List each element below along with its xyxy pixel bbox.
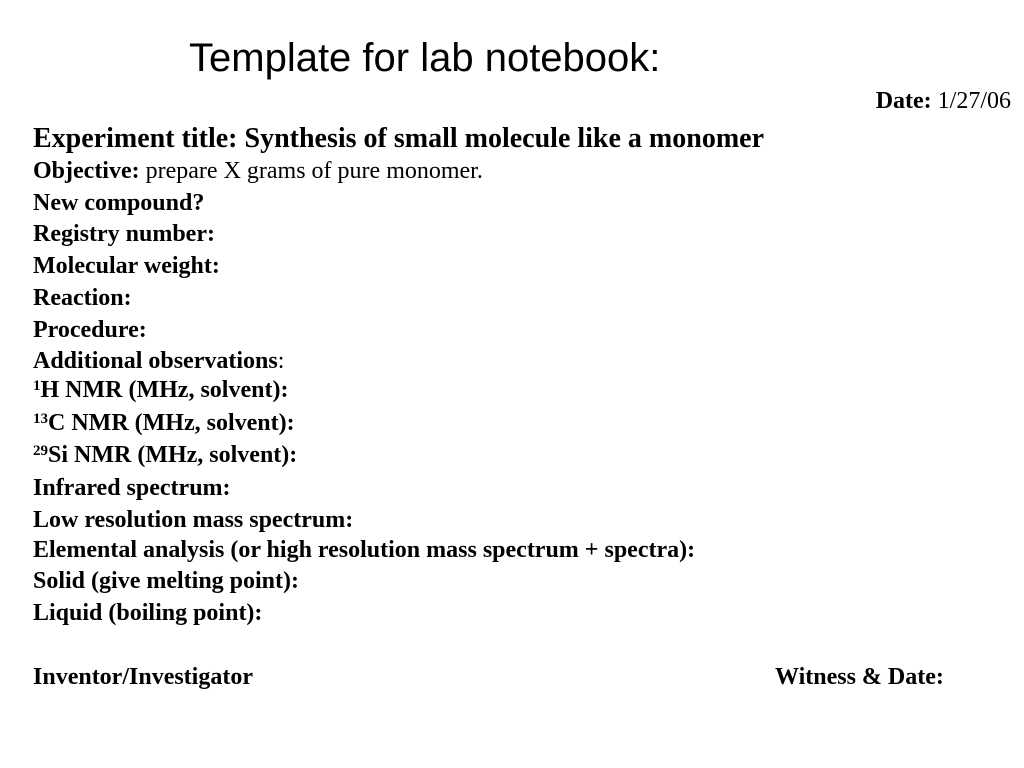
experiment-title: Experiment title: Synthesis of small molecule like a monomer — [33, 123, 765, 154]
molecular-weight-label: Molecular weight: — [33, 253, 220, 279]
objective-line — [33, 157, 483, 185]
solid-label: Solid (give melting point): — [33, 568, 300, 594]
witness-signature-label: Witness & Date: — [775, 664, 944, 690]
elemental-analysis-label: Elemental analysis (or high resolution mass spectrum + spectra): — [33, 537, 696, 563]
date-value: 1/27/06 — [937, 88, 1011, 114]
additional-observations-label: Additional observations — [33, 348, 278, 374]
c-nmr-label: C NMR (MHz, solvent): — [48, 410, 295, 436]
additional-observations-colon: : — [277, 348, 285, 374]
c-nmr-line — [33, 409, 295, 437]
objective-label: Objective: — [33, 158, 140, 184]
liquid-label: Liquid (boiling point): — [33, 600, 263, 626]
reaction-label: Reaction: — [33, 285, 132, 311]
infrared-spectrum-label: Infrared spectrum: — [33, 475, 231, 501]
procedure-label: Procedure: — [33, 317, 147, 343]
objective-value: prepare X grams of pure monomer. — [145, 158, 483, 184]
low-res-mass-spectrum-label: Low resolution mass spectrum: — [33, 507, 354, 533]
si-nmr-line — [33, 441, 297, 469]
h-nmr-label: H NMR (MHz, solvent): — [40, 377, 289, 403]
additional-observations-line — [33, 347, 284, 375]
slide-title: Template for lab notebook: — [189, 36, 661, 80]
si-nmr-isotope: 29 — [33, 443, 48, 459]
new-compound-label: New compound? — [33, 190, 205, 216]
date-line — [876, 86, 1011, 116]
inventor-signature-label: Inventor/Investigator — [33, 664, 253, 690]
h-nmr-line — [33, 376, 288, 404]
registry-number-label: Registry number: — [33, 221, 215, 247]
c-nmr-isotope: 13 — [33, 411, 48, 427]
date-label: Date: — [875, 88, 932, 114]
h-nmr-isotope: 1 — [33, 378, 41, 394]
si-nmr-label: Si NMR (MHz, solvent): — [48, 442, 298, 468]
